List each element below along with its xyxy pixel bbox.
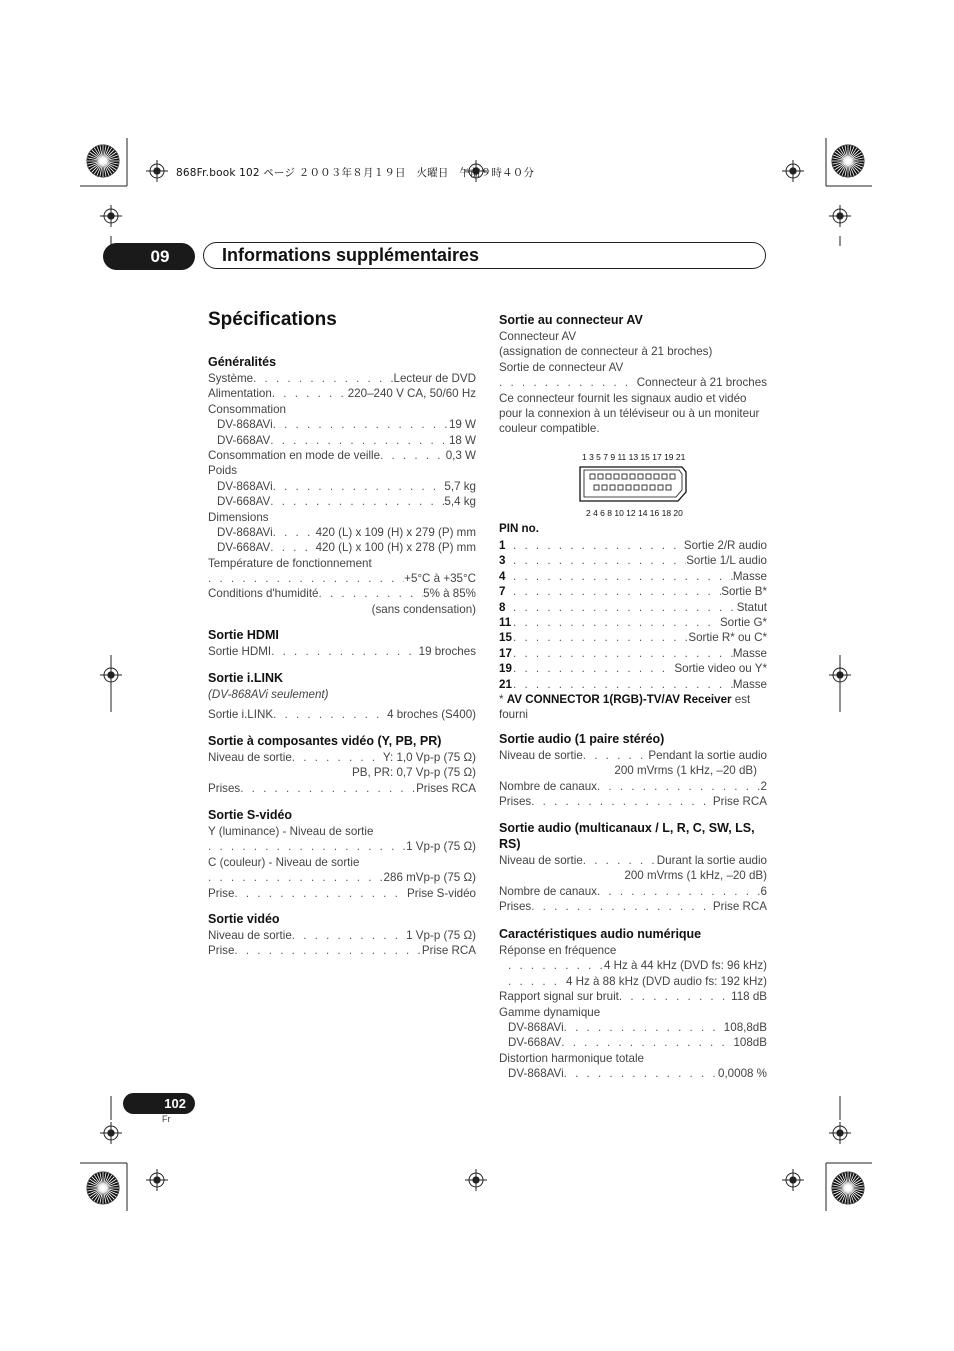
scart-pin (602, 485, 607, 490)
spec-row: DV-868AVi . . . 0,0008 % (499, 1066, 767, 1081)
section-audio-multicanaux (499, 820, 767, 915)
scart-pin (614, 474, 619, 479)
spec-label: Poids (208, 464, 238, 478)
pin-row: 3 . . . Sortie 1/L audio (499, 553, 767, 568)
scart-pin (618, 485, 623, 490)
scart-pin (630, 474, 635, 479)
spec-row: Conditions d'humidité . . . 5% à 85% (208, 586, 476, 601)
scart-pin (670, 474, 675, 479)
spec-row: Système . . . Lecteur de DVD (208, 371, 476, 386)
scart-pin (610, 485, 615, 490)
section-heading: Sortie S-vidéo (208, 808, 293, 822)
spec-row: Niveau de sortie . . . Pendant la sortie audio (499, 748, 767, 763)
pin-row: 21 . . . Masse (499, 677, 767, 692)
chapter-title-bar (203, 242, 766, 269)
spec-continuation: 200 mVrms (1 kHz, –20 dB) (624, 869, 767, 883)
scart-pin-holes (590, 474, 675, 490)
scart-pin (650, 485, 655, 490)
spec-row: . . . 1 Vp-p (75 Ω) (208, 839, 476, 854)
spec-row: Prises . . . Prises RCA (208, 781, 476, 796)
spec-continuation: PB, PR: 0,7 Vp-p (75 Ω) (351, 766, 476, 780)
spec-label: Sortie de connecteur AV (499, 360, 624, 374)
spec-row: Prise . . . Prise S-vidéo (208, 886, 476, 901)
pin-row: 7 . . . Sortie B* (499, 584, 767, 599)
spec-label: Gamme dynamique (499, 1005, 601, 1019)
spec-label: C (couleur) - Niveau de sortie (208, 855, 360, 869)
section-heading: Généralités (208, 355, 277, 369)
scart-pin (642, 485, 647, 490)
scart-pin (646, 474, 651, 479)
spec-label: Distortion harmonique totale (499, 1051, 645, 1065)
scart-pin (594, 485, 599, 490)
spec-note: (DV-868AVi seulement) (208, 688, 329, 701)
spec-label: Consommation (208, 402, 286, 416)
spec-row: DV-868AVi . . . 19 W (208, 417, 476, 432)
page-number-badge: 102 (123, 1093, 195, 1114)
pin-numbers-top: 1 3 5 7 9 11 13 15 17 19 21 (582, 452, 686, 462)
spec-row: . . . +5°C à +35°C (208, 571, 476, 586)
section-heading: Sortie au connecteur AV (499, 313, 643, 327)
section-audio-stereo (499, 731, 767, 810)
spec-row: DV-868AVi . . . 108,8dB (499, 1020, 767, 1035)
spec-row: . . . 4 Hz à 88 kHz (DVD audio fs: 192 kHz) (499, 974, 767, 989)
pin-row: 1 . . . Sortie 2/R audio (499, 538, 767, 553)
spec-label: (assignation de connecteur à 21 broches) (499, 345, 713, 359)
scart-pin (666, 485, 671, 490)
scart-pin (654, 474, 659, 479)
spec-row: . . . 286 mVp-p (75 Ω) (208, 870, 476, 885)
pin-row: 4 . . . Masse (499, 569, 767, 584)
section-composantes (208, 733, 476, 796)
spec-row: . . . Connecteur à 21 broches (499, 375, 767, 390)
spec-label: Dimensions (208, 510, 269, 524)
spec-label: Y (luminance) - Niveau de sortie (208, 825, 374, 838)
section-heading: Sortie audio (multicanaux / L, R, C, SW, LS, RS) (499, 821, 755, 851)
scart-pin (658, 485, 663, 490)
spec-label: Réponse en fréquence (499, 944, 617, 957)
spec-label: Connecteur AV (499, 330, 577, 343)
pin-row: 19 . . . Sortie video ou Y* (499, 661, 767, 676)
pin-header: PIN no. (499, 522, 539, 535)
spec-row: Alimentation . . . 220–240 V CA, 50/60 Hz (208, 386, 476, 401)
pin-numbers-bottom: 2 4 6 8 10 12 14 16 18 20 (586, 508, 683, 518)
section-hdmi (208, 627, 476, 659)
section-heading: Sortie i.LINK (208, 671, 284, 685)
spec-row: DV-868AVi . . . 420 (L) x 109 (H) x 279 (P) mm (208, 525, 476, 540)
pin-row: 8 . . . Statut (499, 600, 767, 615)
section-heading: Caractéristiques audio numérique (499, 927, 702, 941)
spec-row: Sortie HDMI . . . 19 broches (208, 644, 476, 659)
spec-row: . . . 4 Hz à 44 kHz (DVD fs: 96 kHz) (499, 958, 767, 973)
section-heading: Sortie à composantes vidéo (Y, PB, PR) (208, 734, 442, 748)
page-language: Fr (162, 1114, 171, 1124)
spec-row: Niveau de sortie . . . 1 Vp-p (75 Ω) (208, 928, 476, 943)
spec-row: DV-668AV . . . 5,4 kg (208, 494, 476, 509)
scart-pin (626, 485, 631, 490)
section-video (208, 911, 476, 959)
connector-description: Ce connecteur fournit les signaux audio et vidéo pour la connexion à un téléviseur ou à un moniteur couleur compatible. (499, 391, 760, 436)
spec-row: DV-668AV . . . 108dB (499, 1035, 767, 1050)
chapter-title: Informations supplémentaires (222, 245, 480, 265)
spec-row: Rapport signal sur bruit . . . 118 dB (499, 989, 767, 1004)
scart-pin (606, 474, 611, 479)
pin-row: 15 . . . Sortie R* ou C* (499, 630, 767, 645)
scart-pin (590, 474, 595, 479)
spec-row: DV-868AVi . . . 5,7 kg (208, 479, 476, 494)
scart-pin (662, 474, 667, 479)
spec-row: DV-668AV . . . 420 (L) x 100 (H) x 278 (P) mm (208, 540, 476, 555)
spec-continuation: 200 mVrms (1 kHz, –20 dB) (614, 764, 757, 778)
section-pin-list (499, 521, 767, 723)
pin-list (499, 538, 767, 692)
scart-connector-diagram (578, 450, 688, 520)
spec-continuation: (sans condensation) (371, 602, 476, 616)
pin-row: 11 . . . Sortie G* (499, 615, 767, 630)
scart-pin (598, 474, 603, 479)
section-heading: Sortie audio (1 paire stéréo) (499, 732, 665, 746)
spec-row: Prise . . . Prise RCA (208, 943, 476, 958)
section-heading: Sortie HDMI (208, 628, 279, 642)
book-file-info: 868Fr.book 102 ページ ２００３年８月１９日 火曜日 午前９時４０分 (176, 167, 535, 179)
spec-row: Sortie i.LINK . . . 4 broches (S400) (208, 707, 476, 722)
section-heading: Sortie vidéo (208, 912, 280, 926)
section-svideo (208, 807, 476, 901)
spec-label: Température de fonctionnement (208, 556, 372, 570)
pin-row: 17 . . . Masse (499, 646, 767, 661)
spec-row: Prises . . . Prise RCA (499, 794, 767, 809)
chapter-number-badge: 09 (103, 243, 195, 270)
scart-pin (638, 474, 643, 479)
spec-row: Consommation en mode de veille . . . 0,3 W (208, 448, 476, 463)
scart-outline (580, 467, 686, 501)
spec-row: Prises . . . Prise RCA (499, 899, 767, 914)
page-title: Spécifications (208, 309, 337, 330)
spec-row: Niveau de sortie . . . Y: 1,0 Vp-p (75 Ω) (208, 750, 476, 765)
section-connecteur-av (499, 312, 767, 437)
spec-row: Nombre de canaux . . . 6 (499, 884, 767, 899)
section-ilink (208, 670, 476, 723)
pin-note: * AV CONNECTOR 1(RGB)-TV/AV Receiver est fourni (499, 692, 751, 722)
scart-pin (634, 485, 639, 490)
section-generalites (208, 354, 476, 617)
spec-row: DV-668AV . . . 18 W (208, 433, 476, 448)
section-audio-numerique (499, 926, 767, 1082)
scart-pin (622, 474, 627, 479)
spec-row: Nombre de canaux . . . 2 (499, 779, 767, 794)
spec-row: Niveau de sortie . . . Durant la sortie audio (499, 853, 767, 868)
